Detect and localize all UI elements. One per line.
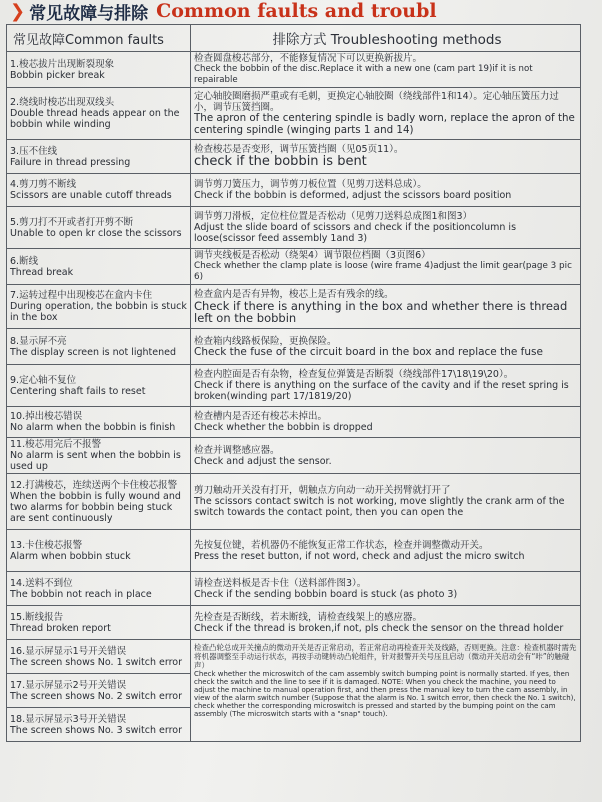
fault-en: The screen shows No. 3 switch error	[10, 724, 183, 736]
table-row	[7, 365, 581, 407]
method-cn: 调节夹线板是否松动（绕架4）调节限位档圈（3页图6）	[194, 250, 431, 261]
method-cn: 定心轴胶圈磨损严重或有毛刺，更换定心轴胶圈（绕线部件1和14）。定心轴压簧压力过小，调节压簧挡圈。	[194, 91, 559, 113]
method-en: Check whether the clamp plate is loose (wire frame 4)adjust the limit gear(page 3 pic 6)	[194, 261, 572, 282]
method-en: Check whether the bobbin is dropped	[194, 422, 373, 433]
fault-cell	[7, 708, 191, 742]
method-cn: 检查并调整感应器。	[194, 444, 280, 456]
column-header-methods: 排除方式 Troubleshooting methods	[191, 25, 581, 52]
fault-cell	[7, 674, 191, 708]
method-cell	[191, 606, 581, 640]
method-cell	[191, 407, 581, 438]
method-cell	[191, 207, 581, 249]
fault-cn: 4.剪刀剪不断线	[10, 179, 77, 190]
method-cn: 请检查送料板是否卡住（送料部件图3）。	[194, 577, 367, 589]
fault-cell	[7, 572, 191, 606]
method-cn: 先按复位键，若机器仍不能恢复正常工作状态，检查并调整微动开关。	[194, 539, 489, 551]
faults-table	[6, 24, 581, 742]
fault-cn: 3.压不住线	[10, 145, 58, 157]
method-cn: 剪刀触动开关没有打开，朝触点方向动一动开关拐臂就打开了	[194, 485, 451, 496]
method-cell	[191, 285, 581, 329]
method-en: Check the fuse of the circuit board in the box and replace the fuse	[194, 345, 543, 358]
header-title-cn: 常见故障与排除	[29, 3, 149, 24]
fault-cn: 6.断线	[10, 255, 39, 267]
method-cn: 检查圆盘梭芯部分，不能修复情况下可以更换新拔片。	[194, 53, 423, 64]
method-en: Adjust the slide board of scissors and check if the positioncolumn is loose(scissor feed assembly 1and 3)	[194, 222, 517, 244]
method-cn: 调节剪刀簧压力，调节剪刀板位置（见剪刀送料总成）。	[194, 179, 427, 190]
fault-cn: 13.卡住梭芯报警	[10, 539, 83, 551]
fault-cell	[7, 249, 191, 285]
table-header-row	[7, 25, 581, 52]
table-row	[7, 438, 581, 474]
method-cell	[191, 438, 581, 474]
column-header-faults: 常见故障Common faults	[7, 25, 191, 52]
table-row	[7, 88, 581, 140]
method-cn: 检查梭芯是否变形，调节压簧挡圈（见05页11）。	[194, 144, 404, 155]
chevron-icon: ❯	[10, 0, 24, 22]
fault-cell	[7, 140, 191, 174]
fault-en: The screen shows No. 2 switch error	[10, 690, 183, 702]
fault-cn: 10.掉出梭芯错误	[10, 411, 83, 422]
fault-cell	[7, 407, 191, 438]
table-row	[7, 640, 581, 674]
method-cell	[191, 174, 581, 207]
method-cn: 检查内腔面是否有杂物，检查复位弹簧是否断裂（绕线部件17\18\19\20）。	[194, 369, 514, 380]
table-row	[7, 329, 581, 365]
fault-en: The display screen is not lightened	[10, 346, 177, 358]
table-row	[7, 285, 581, 329]
table-row	[7, 606, 581, 640]
method-cn: 检查箱内线路板保险，更换保险。	[194, 335, 337, 347]
fault-en: Double thread heads appear on the bobbin while winding	[10, 108, 180, 130]
table-row	[7, 140, 581, 174]
method-cell	[191, 329, 581, 365]
method-en: check if the bobbin is bent	[194, 154, 367, 169]
switch-method-cn: 检查凸轮总成开关撞点的微动开关是否正常启动，若正常启动再检查开关及线路，否则更换。注意：检查机器时需先将机器调整至手动运行状态，再按手动键转动凸轮组件，针对报警开关号压且启动（微动开关启动会有“咔”的触碰声）	[194, 643, 577, 670]
table-row	[7, 572, 581, 606]
method-cn: 检查盒内是否有异物，梭芯上是否有残余的线。	[194, 288, 394, 300]
fault-en: The screen shows No. 1 switch error	[10, 656, 183, 668]
fault-cell	[7, 474, 191, 530]
fault-en: Bobbin picker break	[10, 69, 105, 81]
header-title-en: Common faults and troubl	[156, 0, 437, 22]
fault-en: Thread break	[10, 266, 74, 278]
method-en: The apron of the centering spindle is badly worn, replace the apron of the centering spindle (winging parts 1 and 14)	[194, 112, 575, 136]
fault-cn: 7.运转过程中出现梭芯在盒内卡住	[10, 290, 153, 301]
table-row	[7, 174, 581, 207]
table-row	[7, 407, 581, 438]
method-en: Check if the bobbin is deformed, adjust the scissors board position	[194, 190, 512, 201]
fault-en: No alarm is sent when the bobbin is used up	[10, 450, 181, 472]
table-row	[7, 249, 581, 285]
fault-cn: 16.显示屏显示1号开关错误	[10, 645, 127, 657]
fault-en: Centering shaft fails to reset	[10, 385, 146, 397]
fault-cn: 14.送料不到位	[10, 577, 73, 589]
switch-method-en: Check whether the microswitch of the cam assembly switch bumping point is normally started. If yes, then check the switch and the line to see if it is damaged. NOTE: When you check the machine, you need to adjust the machine to manual operation first, and then press the manual key to turn the cam assembly, in view of the alarm switch number (Suppose that the alarm is No. 1 switch error, then check the No. 1 switch), check whether the corresponding microswitch is pressed and started by the bumping point on the cam assembly (The microswitch starts with a "snap" touch).	[194, 670, 576, 718]
fault-cn: 18.显示屏显示3号开关错误	[10, 713, 127, 725]
fault-cell	[7, 640, 191, 674]
method-cell	[191, 140, 581, 174]
fault-cell	[7, 438, 191, 474]
fault-en: Thread broken report	[10, 622, 111, 634]
fault-en: During operation, the bobbin is stuck in the box	[10, 301, 187, 323]
method-cn: 调节剪刀滑板，定位柱位置是否松动（见剪刀送料总成图1和图3）	[194, 211, 473, 222]
method-en: Check if there is anything on the surface of the cavity and if the reset spring is broken(winding part 17/1819/20)	[194, 380, 569, 402]
method-en: The scissors contact switch is not working, move slightly the crank arm of the switch towards the contact point, then you can open the	[194, 496, 565, 518]
method-cell	[191, 52, 581, 88]
table-row	[7, 530, 581, 572]
fault-cn: 15.断线报告	[10, 611, 64, 623]
fault-cn: 12.打满梭芯，连续送两个卡住梭芯报警	[10, 479, 178, 491]
fault-cell	[7, 88, 191, 140]
method-en: Check if there is anything in the box and whether there is thread left on the bobbin	[194, 298, 568, 325]
fault-en: Scissors are unable cutoff threads	[10, 190, 172, 201]
fault-cell	[7, 365, 191, 407]
fault-en: Failure in thread pressing	[10, 156, 131, 168]
method-en: Check and adjust the sensor.	[194, 455, 332, 467]
section-header	[0, 0, 602, 22]
method-en: Check the bobbin of the disc.Replace it with a new one (cam part 19)if it is not repairable	[194, 64, 533, 85]
method-cell	[191, 474, 581, 530]
method-cn: 先检查是否断线，若未断线，请检查线架上的感应器。	[194, 611, 423, 623]
fault-en: When the bobbin is fully wound and two alarms for bobbin being stuck are sent continuously	[10, 490, 181, 524]
fault-en: Alarm when bobbin stuck	[10, 550, 131, 562]
method-en: Check if the sending bobbin board is stuck (as photo 3)	[194, 588, 458, 600]
method-en: Check if the thread is broken,if not, pls check the sensor on the thread holder	[194, 622, 564, 634]
fault-cn: 5.剪刀打不开或者打开剪不断	[10, 216, 134, 228]
method-cn: 检查槽内是否还有梭芯未掉出。	[194, 411, 328, 422]
table-row	[7, 474, 581, 530]
fault-en: No alarm when the bobbin is finish	[10, 422, 176, 433]
table-row	[7, 207, 581, 249]
switch-method-cell	[191, 640, 581, 742]
method-cell	[191, 572, 581, 606]
fault-cn: 11.梭芯用完后不报警	[10, 439, 102, 450]
method-en: Press the reset button, if not word, check and adjust the micro switch	[194, 550, 525, 562]
fault-cell	[7, 329, 191, 365]
fault-cn: 17.显示屏显示2号开关错误	[10, 679, 127, 691]
fault-cell	[7, 285, 191, 329]
fault-cell	[7, 52, 191, 88]
fault-cn: 1.梭芯拔片出现断裂现象	[10, 58, 115, 70]
method-cell	[191, 365, 581, 407]
fault-cn: 2.绕线时梭芯出现双线头	[10, 97, 115, 108]
fault-cell	[7, 207, 191, 249]
method-cell	[191, 530, 581, 572]
method-cell	[191, 249, 581, 285]
fault-en: The bobbin not reach in place	[10, 588, 152, 600]
fault-cell	[7, 530, 191, 572]
fault-cell	[7, 606, 191, 640]
fault-en: Unable to open kr close the scissors	[10, 227, 182, 239]
fault-cell	[7, 174, 191, 207]
fault-cn: 9.定心轴不复位	[10, 374, 77, 386]
table-row	[7, 52, 581, 88]
fault-cn: 8.显示屏不亮	[10, 335, 67, 347]
method-cell	[191, 88, 581, 140]
